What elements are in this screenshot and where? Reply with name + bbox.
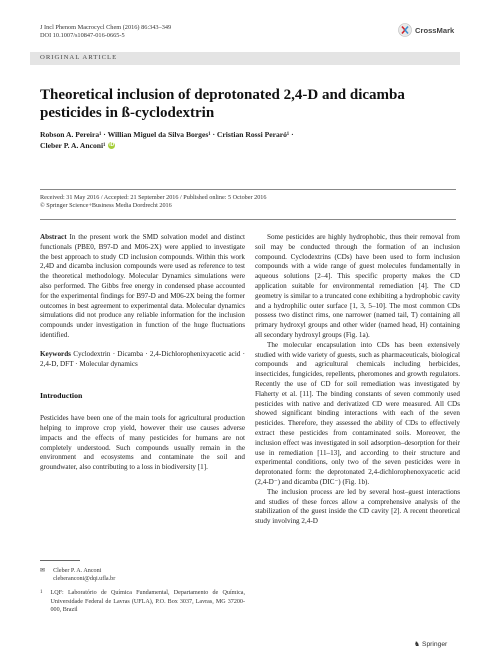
authors-line-2: Cleber P. A. Anconi¹ (40, 140, 106, 150)
publisher-logo (414, 640, 447, 648)
keywords-label: Keywords (40, 349, 71, 358)
author-list (40, 130, 340, 151)
corresponding-email[interactable]: cleberanconi@dqi.ufla.br (53, 576, 116, 583)
orcid-icon[interactable]: iD (109, 142, 115, 149)
publisher-name: Springer (422, 640, 448, 648)
paragraph-2: The molecular encapsulation into CDs has been extensively studied with wide variety of guests, such as pharmaceuticals, biological compounds and agricultural chemicals including herbicides, insecticides, fungicides, repellents, pheromones and growth regulators. Recently the use of CD for soil remediation was investigated by Flaherty et al. [11]. The binding constants of seven commonly used pesticides with native and derivatized CD were measured. All CDs showed significant binding interactions with each of the seven pesticides. Therefore, they assessed the ability of CDs to effectively extract these pesticides from contaminated soils. Moreover, the inclusion effect was investigated in soil adsorption–desorption for their use in remediation [11–13], and according to their structure and experimental conditions, only two of the seven pesticides were in deprotonated form: the deprotonated 2,4-dichlorophenoxyacetic acid (2,4-D⁻) and dicamba (DIC⁻) (Fig. 1b). (255, 340, 460, 486)
paragraph-1: Some pesticides are highly hydrophobic, thus their removal from soil may be conducted through the formation of an inclusion compound. Cyclodextrins (CDs) have been used to form inclusion compounds with a wide range of guest molecules fundamentally in aqueous solutions [2–4]. This specific property makes the CD application suitable for environmental remediation [4]. The CD geometry is similar to a truncated cone exhibiting a hydrophobic cavity and a hydrophilic outer surface [1, 3, 5–10]. The most common CDs possess two distinct rims, one narrower (named tail, T) containing all primary hydroxyl groups and other wider (named head, H) containing all secondary hydroxyl groups (Fig. 1a). (255, 233, 460, 339)
abstract-text: In the present work the SMD solvation model and distinct functionals (PBE0, B97-D and M06-2X) were applied to investigate the best approach to study CD inclusion compounds. Within this work 2,4D and dicamba inclusion compounds were used as reference to test the theoretical methodology. Molecular Dynamics simulations were also performed. The Gibbs free energy in condensed phase accounted for the experimental findings for B97-D and M06-2X being the former outcomes in best agreement to experimental data. Molecular dynamics simulations did not produce any reliable information for the inclusion compounds under investigation in function of the huge fluctuations identified. (40, 233, 245, 339)
corresponding-name: Cleber P. A. Anconi (53, 568, 102, 574)
copyright-line: © Springer Science+Business Media Dordrecht 2016 (40, 202, 172, 210)
right-column (255, 233, 460, 527)
article-title: Theoretical inclusion of deprotonated 2,4-D and dicamba pesticides in ß-cyclodextrin (40, 87, 405, 121)
affiliation (40, 589, 245, 614)
abstract (40, 233, 245, 341)
introduction-text: Pesticides have been one of the main tools for agricultural production helping to improve crop yield, however their use causes adverse impacts and the effects of many pesticides for humans are not completely understood. Such compounds usually remain in the environment and ecosystems and contaminate the soil and groundwater, also contributing to a loss in biodiversity [1]. (40, 414, 245, 472)
footnote-rule (40, 560, 80, 561)
abstract-label: Abstract (40, 233, 67, 241)
footnotes (40, 560, 245, 614)
authors-line-1: Robson A. Pereira¹ · Willian Miguel da Silva Borges¹ · Cristian Rossi Peraró¹ · (40, 130, 294, 139)
dates-line: Received: 31 May 2016 / Accepted: 21 September 2016 / Published online: 5 October 2016 (40, 194, 267, 201)
journal-header (40, 24, 171, 41)
springer-horse-icon: ♞ (414, 641, 420, 648)
divider-top (40, 189, 456, 190)
envelope-icon: ✉ (40, 568, 46, 574)
keywords-text: Cyclodextrin · Dicamba · 2,4-Dichlorophenixyacetic acid · 2,4-D, DFT · Molecular dynamics (40, 349, 245, 368)
article-type: ORIGINAL ARTICLE (40, 54, 118, 61)
journal-citation: J Incl Phenom Macrocycl Chem (2016) 86:343–349 (40, 24, 172, 31)
left-column (40, 233, 245, 473)
affiliation-number: 1 (40, 590, 43, 596)
keywords (40, 350, 245, 370)
crossmark-label: CrossMark (415, 25, 455, 35)
crossmark-badge[interactable] (398, 20, 466, 40)
publication-dates (40, 194, 460, 211)
affiliation-text: LQF: Laboratório de Química Fundamental, Departamento de Química, Universidade Federal de Lavras (UFLA), P.O. Box 3037, Lavras, MG 37200-000, Brazil (50, 590, 245, 613)
divider-bottom (40, 219, 456, 220)
doi[interactable]: DOI 10.1007/s10847-016-0665-5 (40, 32, 125, 40)
introduction-heading: Introduction (40, 391, 83, 401)
corresponding-author (40, 567, 245, 583)
paragraph-3: The inclusion process are led by several host–guest interactions and studies of these forces allow a comprehensive analysis of the stabilization of the guest inside the CD cavity [2]. A recent theoretical study involving 2,4-D (255, 487, 460, 526)
article-type-banner (30, 52, 460, 65)
crossmark-icon (398, 23, 412, 37)
